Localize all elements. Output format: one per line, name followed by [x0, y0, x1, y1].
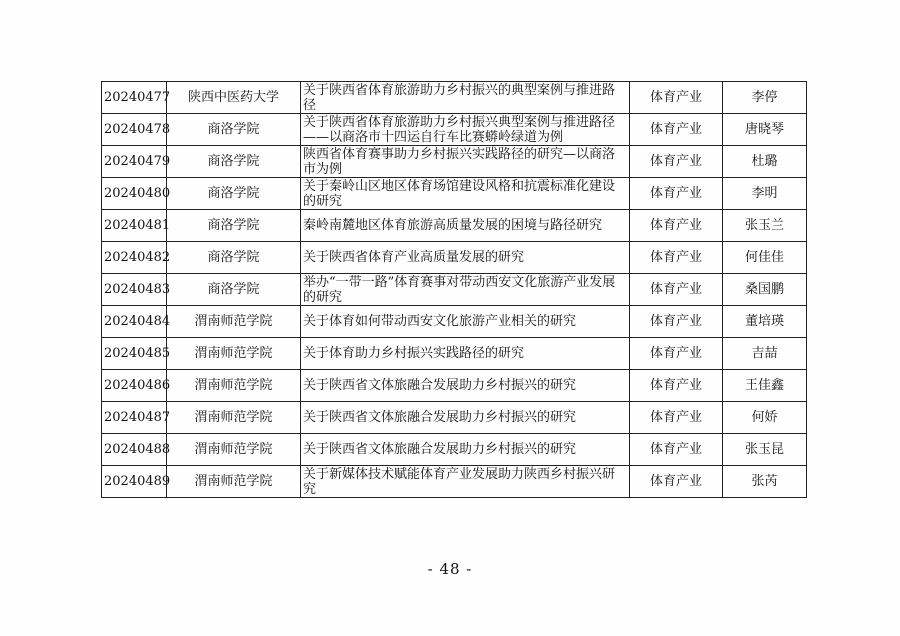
table-row — [102, 210, 807, 242]
school-cell: 商洛学院 — [167, 242, 301, 274]
project-title-cell: 陕西省体育赛事助力乡村振兴实践路径的研究—以商洛市为例 — [301, 146, 630, 178]
category-cell: 体育产业 — [630, 178, 723, 210]
applicant-name-cell: 王佳鑫 — [723, 370, 807, 402]
table-row — [102, 242, 807, 274]
project-code-cell: 20240488 — [102, 434, 167, 466]
applicant-name-cell: 何娇 — [723, 402, 807, 434]
applicant-name-cell: 桑国鹏 — [723, 274, 807, 306]
applicant-name-cell: 张玉昆 — [723, 434, 807, 466]
table-row — [102, 274, 807, 306]
school-cell: 渭南师范学院 — [167, 338, 301, 370]
school-cell: 商洛学院 — [167, 210, 301, 242]
project-title-cell: 关于陕西省体育旅游助力乡村振兴的典型案例与推进路径 — [301, 82, 630, 114]
project-code-cell: 20240480 — [102, 178, 167, 210]
applicant-name-cell: 张玉兰 — [723, 210, 807, 242]
project-title-cell: 关于陕西省体育旅游助力乡村振兴典型案例与推进路径——以商洛市十四运自行车比赛蟒岭绿道为例 — [301, 114, 630, 146]
table-row — [102, 338, 807, 370]
table-row — [102, 82, 807, 114]
project-code-cell: 20240479 — [102, 146, 167, 178]
school-cell: 商洛学院 — [167, 114, 301, 146]
table-row — [102, 146, 807, 178]
category-cell: 体育产业 — [630, 146, 723, 178]
category-cell: 体育产业 — [630, 434, 723, 466]
project-code-cell: 20240485 — [102, 338, 167, 370]
project-code-cell: 20240486 — [102, 370, 167, 402]
category-cell: 体育产业 — [630, 338, 723, 370]
category-cell: 体育产业 — [630, 466, 723, 498]
table-body — [102, 82, 807, 498]
category-cell: 体育产业 — [630, 82, 723, 114]
applicant-name-cell: 董培瑛 — [723, 306, 807, 338]
category-cell: 体育产业 — [630, 306, 723, 338]
category-cell: 体育产业 — [630, 114, 723, 146]
project-code-cell: 20240482 — [102, 242, 167, 274]
project-code-cell: 20240477 — [102, 82, 167, 114]
school-cell: 渭南师范学院 — [167, 434, 301, 466]
project-title-cell: 举办“一带一路”体育赛事对带动西安文化旅游产业发展的研究 — [301, 274, 630, 306]
school-cell: 商洛学院 — [167, 146, 301, 178]
project-code-cell: 20240481 — [102, 210, 167, 242]
project-title-cell: 关于秦岭山区地区体育场馆建设风格和抗震标准化建设的研究 — [301, 178, 630, 210]
table-row — [102, 370, 807, 402]
project-title-cell: 关于体育如何带动西安文化旅游产业相关的研究 — [301, 306, 630, 338]
applicant-name-cell: 杜璐 — [723, 146, 807, 178]
project-code-cell: 20240487 — [102, 402, 167, 434]
project-list-table — [101, 81, 807, 498]
table-row — [102, 306, 807, 338]
table-row — [102, 466, 807, 498]
school-cell: 商洛学院 — [167, 178, 301, 210]
table-row — [102, 114, 807, 146]
applicant-name-cell: 张芮 — [723, 466, 807, 498]
project-title-cell: 关于陕西省文体旅融合发展助力乡村振兴的研究 — [301, 370, 630, 402]
project-code-cell: 20240489 — [102, 466, 167, 498]
category-cell: 体育产业 — [630, 274, 723, 306]
school-cell: 渭南师范学院 — [167, 306, 301, 338]
project-title-cell: 秦岭南麓地区体育旅游高质量发展的困境与路径研究 — [301, 210, 630, 242]
school-cell: 渭南师范学院 — [167, 402, 301, 434]
project-code-cell: 20240483 — [102, 274, 167, 306]
applicant-name-cell: 李明 — [723, 178, 807, 210]
project-title-cell: 关于陕西省文体旅融合发展助力乡村振兴的研究 — [301, 402, 630, 434]
project-title-cell: 关于陕西省体育产业高质量发展的研究 — [301, 242, 630, 274]
applicant-name-cell: 李停 — [723, 82, 807, 114]
project-code-cell: 20240478 — [102, 114, 167, 146]
school-cell: 陕西中医药大学 — [167, 82, 301, 114]
project-title-cell: 关于新媒体技术赋能体育产业发展助力陕西乡村振兴研究 — [301, 466, 630, 498]
school-cell: 渭南师范学院 — [167, 466, 301, 498]
project-title-cell: 关于体育助力乡村振兴实践路径的研究 — [301, 338, 630, 370]
category-cell: 体育产业 — [630, 402, 723, 434]
table-row — [102, 434, 807, 466]
category-cell: 体育产业 — [630, 242, 723, 274]
school-cell: 渭南师范学院 — [167, 370, 301, 402]
project-title-cell: 关于陕西省文体旅融合发展助力乡村振兴的研究 — [301, 434, 630, 466]
category-cell: 体育产业 — [630, 370, 723, 402]
school-cell: 商洛学院 — [167, 274, 301, 306]
page-number: - 48 - — [427, 560, 473, 578]
applicant-name-cell: 吉喆 — [723, 338, 807, 370]
project-code-cell: 20240484 — [102, 306, 167, 338]
table-row — [102, 178, 807, 210]
applicant-name-cell: 唐晓琴 — [723, 114, 807, 146]
category-cell: 体育产业 — [630, 210, 723, 242]
applicant-name-cell: 何佳佳 — [723, 242, 807, 274]
table-row — [102, 402, 807, 434]
